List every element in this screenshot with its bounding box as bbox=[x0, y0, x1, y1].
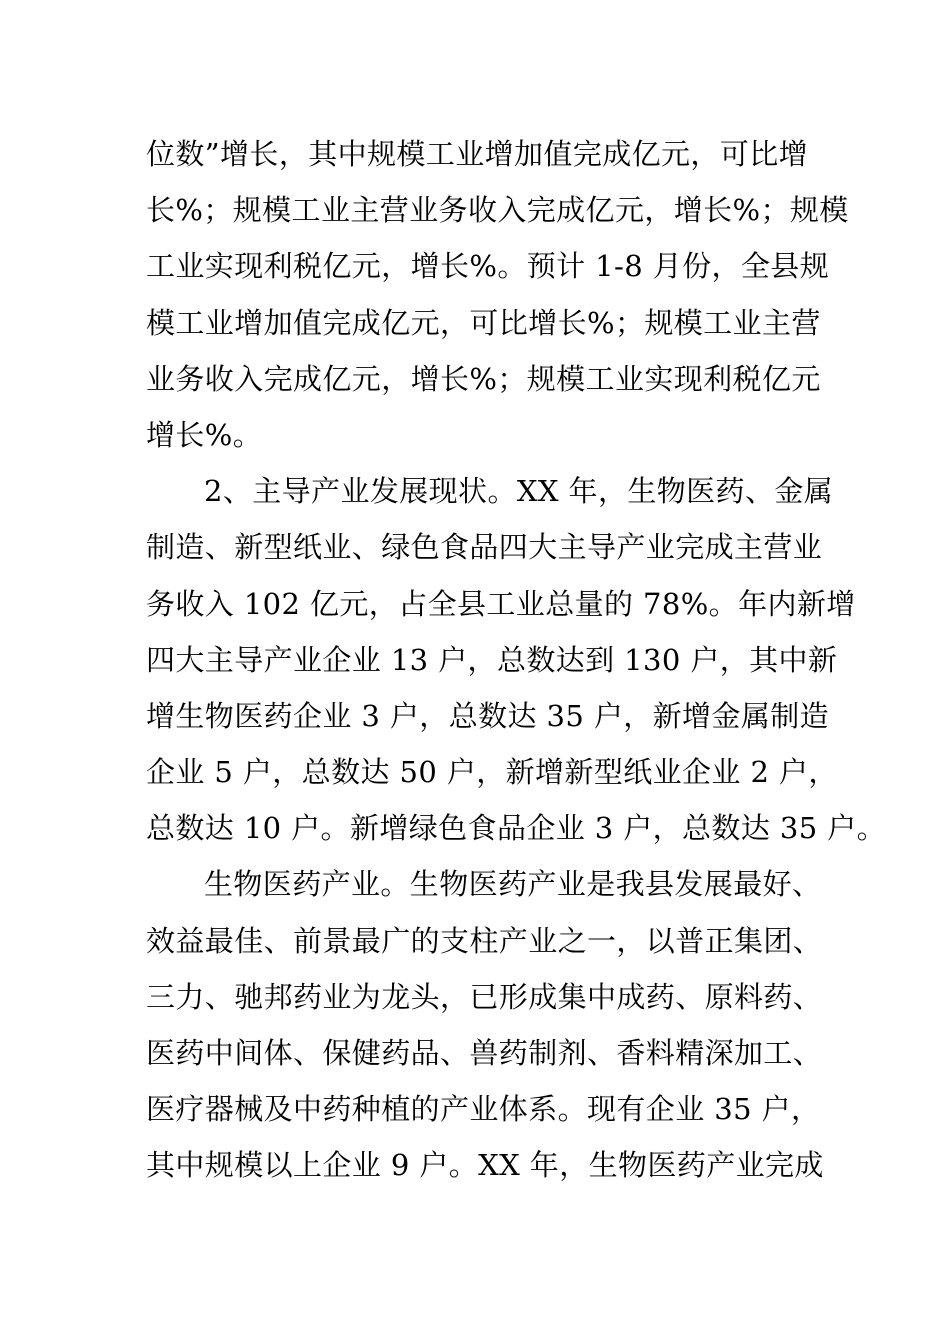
text-line: 位数”增长，其中规模工业增加值完成亿元，可比增 bbox=[146, 137, 809, 171]
text-line: 工业实现利税亿元，增长%。预计 1-8 月份，全县规 bbox=[146, 249, 830, 284]
text-line: 三力、驰邦药业为龙头，已形成集中成药、原料药、 bbox=[146, 979, 823, 1014]
text-line: 2、主导产业发展现状。XX 年，生物医药、金属 bbox=[204, 474, 834, 509]
text-line: 总数达 10 户。新增绿色食品企业 3 户，总数达 35 户。 bbox=[146, 811, 886, 846]
text-line: 增生物医药企业 3 户，总数达 35 户，新增金属制造 bbox=[146, 698, 830, 733]
text-line: 增长%。 bbox=[146, 417, 263, 452]
text-line: 制造、新型纸业、绿色食品四大主导产业完成主营业 bbox=[146, 530, 823, 565]
text-line: 务收入 102 亿元，占全县工业总量的 78%。年内新增 bbox=[146, 586, 856, 621]
text-line: 效益最佳、前景最广的支柱产业之一，以普正集团、 bbox=[146, 923, 823, 958]
paragraph-2 bbox=[146, 463, 886, 856]
text-line: 模工业增加值完成亿元，可比增长%；规模工业主营 bbox=[146, 305, 821, 340]
text-line: 生物医药产业。生物医药产业是我县发展最好、 bbox=[204, 867, 822, 902]
text-line: 业务收入完成亿元，增长%；规模工业实现利税亿元 bbox=[146, 361, 821, 396]
text-line: 医疗器械及中药种植的产业体系。现有企业 35 户， bbox=[146, 1092, 821, 1127]
text-line: 企业 5 户，总数达 50 户，新增新型纸业企业 2 户， bbox=[146, 755, 838, 790]
document-body bbox=[146, 126, 886, 1194]
paragraph-1 bbox=[146, 126, 849, 463]
text-line: 四大主导产业企业 13 户，总数达到 130 户，其中新 bbox=[146, 642, 838, 677]
text-line: 其中规模以上企业 9 户。XX 年，生物医药产业完成 bbox=[146, 1148, 824, 1183]
paragraph-3 bbox=[146, 856, 824, 1193]
text-line: 医药中间体、保健药品、兽药制剂、香料精深加工、 bbox=[146, 1036, 823, 1070]
text-line: 长%；规模工业主营业务收入完成亿元，增长%；规模 bbox=[146, 193, 849, 228]
